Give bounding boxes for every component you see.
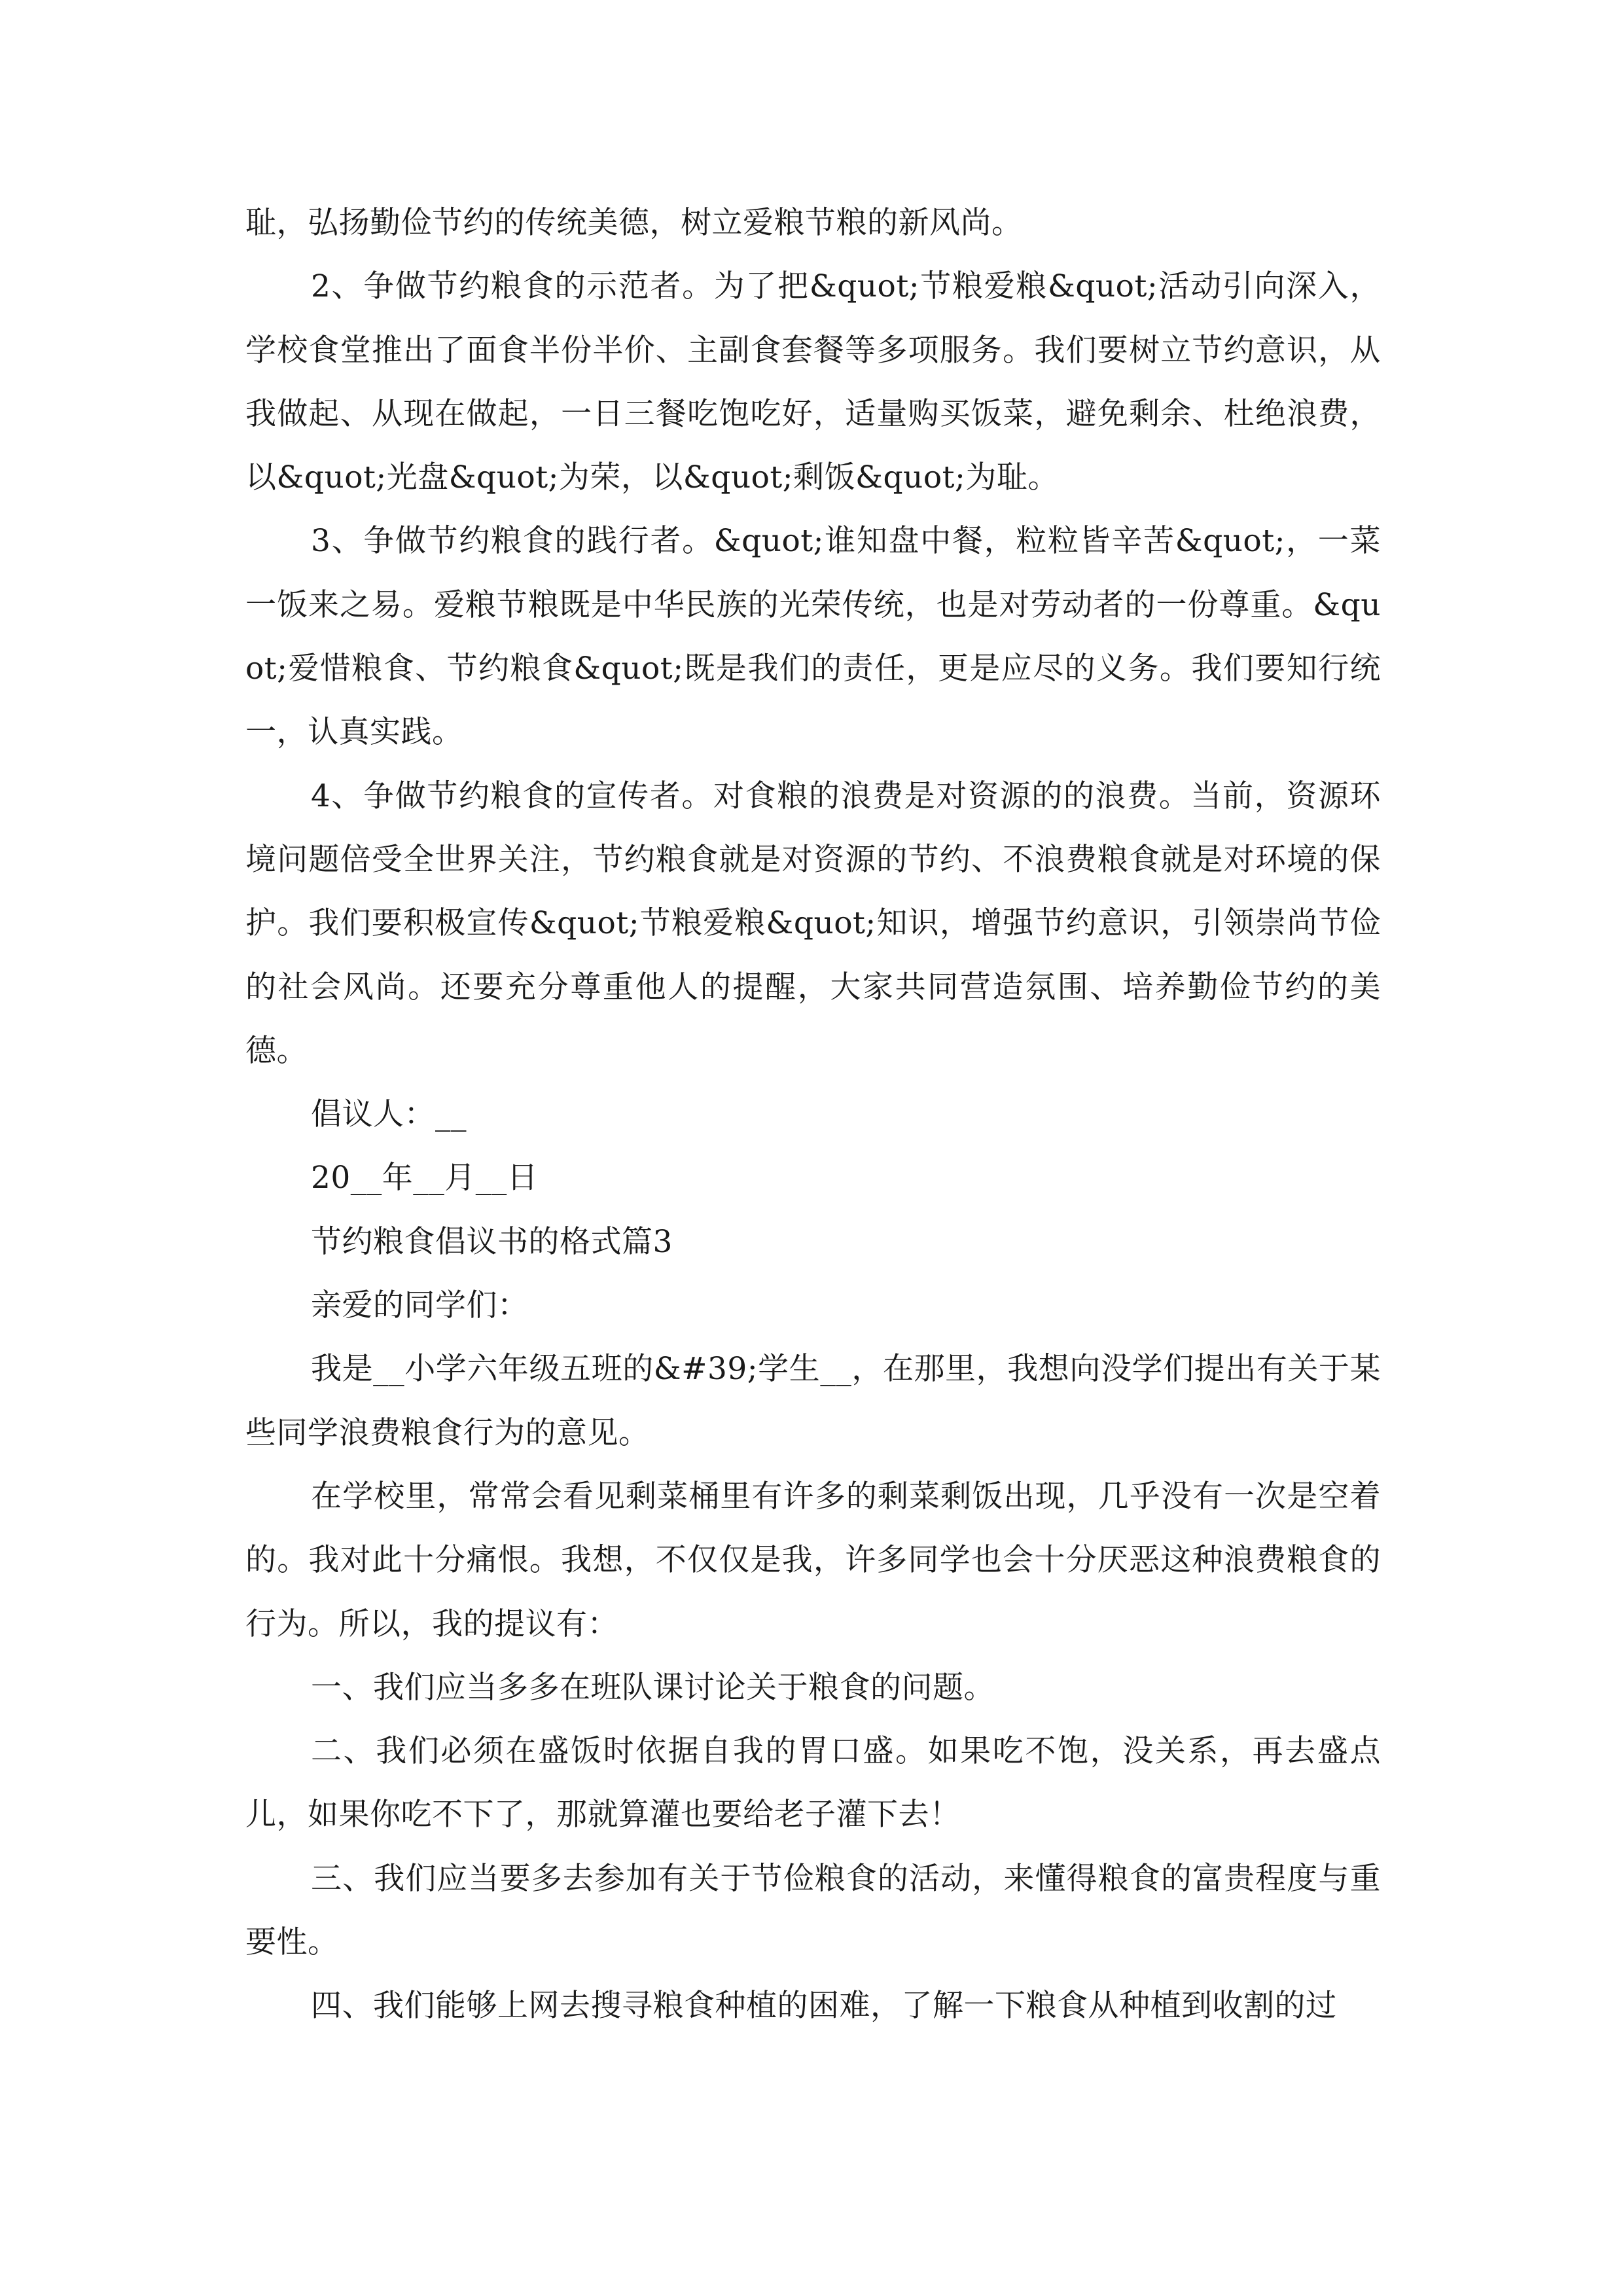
paragraph-intro: 我是__小学六年级五班的&#39;学生__，在那里，我想向没学们提出有关于某些同学浪费粮食行为的意见。 [245, 1351, 1381, 1451]
paragraph-2: 2、争做节约粮食的示范者。为了把&quot;节粮爱粮&quot;活动引向深入，学校食堂推出了面食半份半价、主副食套餐等多项服务。我们要树立节约意识，从我做起、从现在做起，一日三餐吃饱吃好，适量购买饭菜，避免剩余、杜绝浪费，以&quot;光盘&quot;为荣，以&quot;剩饭&quot;为耻。 [245, 268, 1381, 496]
paragraph-1: 耻，弘扬勤俭节约的传统美德，树立爱粮节粮的新风尚。 [245, 205, 1023, 241]
date-line: 20__年__月__日 [311, 1160, 539, 1196]
suggestion-3: 三、我们应当要多去参加有关于节俭粮食的活动，来懂得粮食的富贵程度与重要性。 [245, 1860, 1381, 1961]
paragraph-4: 4、争做节约粮食的宣传者。对食粮的浪费是对资源的的浪费。当前，资源环境问题倍受全世界关注，节约粮食就是对资源的节约、不浪费粮食就是对环境的保护。我们要积极宣传&quot;节粮爱粮&quot;知识，增强节约意识，引领崇尚节俭的社会风尚。还要充分尊重他人的提醒，大家共同营造氛围、培养勤俭节约的美德。 [245, 778, 1381, 1069]
paragraph-3: 3、争做节约粮食的践行者。&quot;谁知盘中餐，粒粒皆辛苦&quot;，一菜一饭来之易。爱粮节粮既是中华民族的光荣传统，也是对劳动者的一份尊重。&quot;爱惜粮食、节约粮食&quot;既是我们的责任，更是应尽的义务。我们要知行统一，认真实践。 [245, 523, 1381, 751]
salutation: 亲爱的同学们： [311, 1287, 529, 1324]
suggestion-2: 二、我们必须在盛饭时依据自我的胃口盛。如果吃不饱，没关系，再去盛点儿，如果你吃不下了，那就算灌也要给老子灌下去！ [245, 1733, 1381, 1833]
paragraph-school: 在学校里，常常会看见剩菜桶里有许多的剩菜剩饭出现，几乎没有一次是空着的。我对此十分痛恨。我想，不仅仅是我，许多同学也会十分厌恶这种浪费粮食的行为。所以，我的提议有： [245, 1478, 1381, 1642]
section-title: 节约粮食倡议书的格式篇3 [311, 1223, 673, 1260]
suggestion-4: 四、我们能够上网去搜寻粮食种植的困难，了解一下粮食从种植到收割的过 [311, 1988, 1337, 2024]
proposer-line: 倡议人：__ [311, 1096, 467, 1133]
suggestion-1: 一、我们应当多多在班队课讨论关于粮食的问题。 [311, 1669, 995, 1706]
document-body [245, 191, 1381, 2038]
